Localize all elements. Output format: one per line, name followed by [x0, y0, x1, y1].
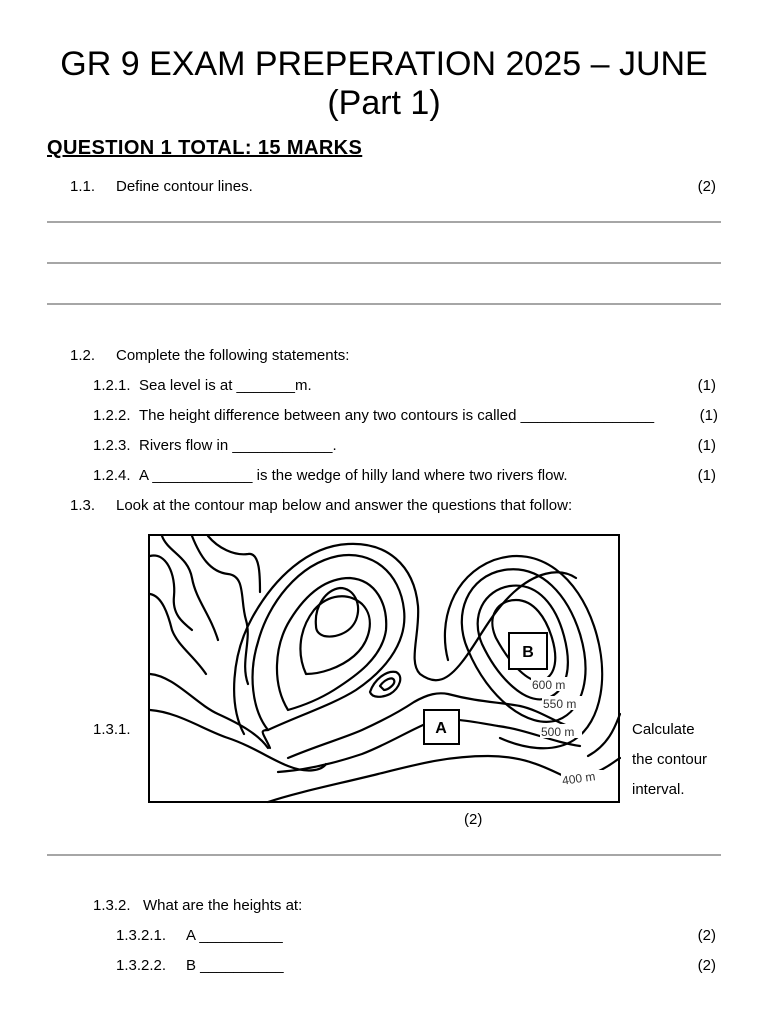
subsubquestion-text: A __________: [186, 927, 283, 944]
label-a: A: [435, 720, 447, 737]
subquestion-text: What are the heights at:: [143, 897, 303, 914]
subsubquestion-number: 1.3.2.1.: [116, 927, 167, 944]
subsubquestion-marks: (2): [697, 957, 716, 974]
subsubquestion-marks: (2): [697, 927, 716, 944]
subsubquestion-number: 1.3.2.2.: [116, 957, 167, 974]
subquestion-text: The height difference between any two contours is called ________________: [139, 407, 655, 424]
subquestion-marks: (1): [697, 377, 716, 394]
question-number: 1.1.: [70, 178, 96, 195]
map-border: [149, 535, 619, 802]
subquestion-number: 1.3.1.: [93, 721, 131, 738]
answer-line: [47, 303, 721, 305]
question-marks: (2): [697, 178, 716, 195]
contour-label-600: 600 m: [532, 678, 566, 692]
question-text: Look at the contour map below and answer the questions that follow:: [116, 497, 573, 514]
subquestion-text-line2: the contour: [632, 751, 708, 768]
question-text: Define contour lines.: [116, 178, 253, 195]
subquestion-text-line1: Calculate: [632, 721, 695, 738]
subquestion-marks: (1): [697, 467, 716, 484]
contour-label-550: 550 m: [543, 697, 577, 711]
page-title: GR 9 EXAM PREPERATION 2025 – JUNE: [60, 45, 708, 83]
subquestion-marks: (1): [697, 437, 716, 454]
question-heading: QUESTION 1 TOTAL: 15 MARKS: [47, 137, 363, 159]
subquestion-marks: (2): [464, 811, 483, 828]
answer-line: [47, 854, 721, 856]
question-text: Complete the following statements:: [116, 347, 350, 364]
contour-label-400: 400 m: [561, 769, 597, 788]
subquestion-number: 1.2.3.: [93, 437, 131, 454]
contour-map: [148, 534, 621, 804]
answer-line: [47, 262, 721, 264]
answer-line: [47, 221, 721, 223]
contour-label-500: 500 m: [541, 725, 575, 739]
subquestion-number: 1.3.2.: [93, 897, 131, 914]
subquestion-number: 1.2.4.: [93, 467, 131, 484]
subsubquestion-text: B __________: [186, 957, 284, 974]
page-subtitle: (Part 1): [327, 84, 441, 122]
subquestion-text: A ____________ is the wedge of hilly land where two rivers flow.: [139, 467, 568, 484]
subquestion-text-line3: interval.: [632, 781, 685, 798]
subquestion-number: 1.2.2.: [93, 407, 131, 424]
question-number: 1.2.: [70, 347, 96, 364]
subquestion-text: Sea level is at _______m.: [139, 377, 312, 394]
subquestion-text: Rivers flow in ____________.: [139, 437, 337, 454]
subquestion-marks: (1): [699, 407, 718, 424]
label-b: B: [522, 644, 534, 661]
subquestion-number: 1.2.1.: [93, 377, 131, 394]
question-number: 1.3.: [70, 497, 96, 514]
